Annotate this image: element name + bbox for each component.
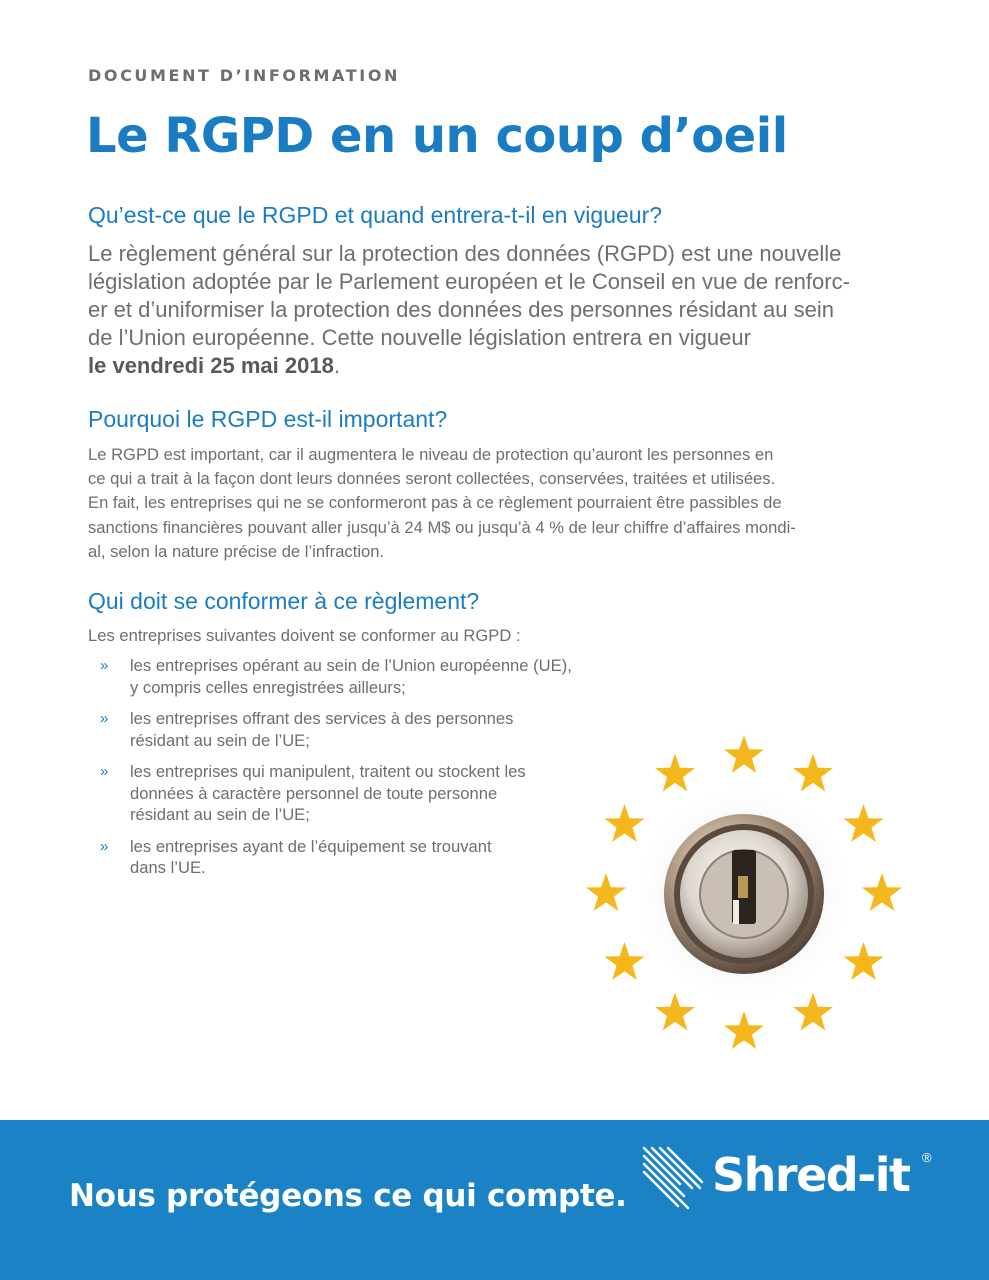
registered-mark: ® <box>922 1150 932 1165</box>
eu-star-icon <box>793 993 833 1031</box>
list-item-line: y compris celles enregistrées ailleurs; <box>130 677 406 697</box>
eu-star-icon <box>655 754 695 792</box>
list-item-line: les entreprises ayant de l’équipement se trouvant <box>130 836 492 856</box>
eu-star-icon <box>862 873 902 911</box>
section-body-what <box>88 240 908 380</box>
eu-star-icon <box>724 735 764 773</box>
body-line: ce qui a trait à la façon dont leurs données seront collectées, conservées, traitées et utilisées. <box>88 469 776 489</box>
section-body-why <box>88 443 903 564</box>
section-intro-who: Les entreprises suivantes doivent se conformer au RGPD : <box>88 626 521 645</box>
shred-it-logo <box>640 1144 940 1218</box>
body-line: de l’Union européenne. Cette nouvelle législation entrera en vigueur <box>88 325 751 350</box>
list-item-line: résidant au sein de l’UE; <box>130 805 310 824</box>
section-heading-what: Qu’est-ce que le RGPD et quand entrera-t-il en vigueur? <box>88 202 663 228</box>
body-line: er et d’uniformiser la protection des données des personnes résidant au sein <box>88 297 835 322</box>
list-item <box>100 655 660 698</box>
document-type-label: DOCUMENT D’INFORMATION <box>88 66 401 85</box>
chevron-bullet-icon: » <box>100 837 109 855</box>
list-item-line: les entreprises opérant au sein de l’Union européenne (UE), <box>130 656 572 675</box>
date-suffix: . <box>333 353 340 378</box>
eu-star-icon <box>793 754 833 792</box>
chevron-bullet-icon: » <box>100 657 109 674</box>
eu-star-icon <box>844 942 884 980</box>
brand-name: Shred-it <box>712 1148 910 1202</box>
eu-stars-lock-icon <box>580 728 910 1058</box>
body-line: législation adoptée par le Parlement européen et le Conseil en vue de renforc- <box>88 269 850 294</box>
list-item-line: les entreprises qui manipulent, traitent ou stockent les <box>130 762 526 781</box>
section-heading-who: Qui doit se conformer à ce règlement? <box>88 588 480 614</box>
keyhole-pin <box>738 876 748 898</box>
list-item <box>100 761 660 826</box>
chevron-bullet-icon: » <box>100 763 109 780</box>
list-item-line: les entreprises offrant des services à des personnes <box>130 709 514 728</box>
list-item <box>100 836 660 879</box>
body-line: Le règlement général sur la protection des données (RGPD) est une nouvelle <box>88 241 842 266</box>
body-line: En fait, les entreprises qui ne se conformeront pas à ce règlement pourraient être passibles de <box>88 493 782 513</box>
list-item <box>100 708 660 751</box>
chevron-bullet-icon: » <box>100 710 109 727</box>
body-line: Le RGPD est important, car il augmentera le niveau de protection qu’auront les personnes en <box>88 445 774 464</box>
keyhole-highlight <box>733 900 739 924</box>
eu-star-icon <box>586 873 626 911</box>
page-title: Le RGPD en un coup d’oeil <box>86 108 788 164</box>
effective-date: le vendredi 25 mai 2018 <box>88 353 334 378</box>
eu-star-icon <box>655 993 695 1031</box>
eu-star-icon <box>605 942 645 980</box>
eu-star-icon <box>724 1011 764 1049</box>
requirements-list <box>100 655 660 889</box>
list-item-line: dans l’UE. <box>130 858 206 877</box>
eu-star-icon <box>844 804 884 842</box>
eu-star-icon <box>605 804 645 842</box>
list-item-line: résidant au sein de l’UE; <box>130 730 310 750</box>
section-heading-why: Pourquoi le RGPD est-il important? <box>88 406 448 432</box>
shred-stripes-icon <box>640 1144 706 1210</box>
body-line: sanctions financières pouvant aller jusqu’à 24 M$ ou jusqu’à 4 % de leur chiffre d’affaires mondi- <box>88 517 796 537</box>
tagline: Nous protégeons ce qui compte. <box>69 1178 627 1214</box>
list-item-line: données à caractère personnel de toute personne <box>130 783 498 803</box>
footer-banner <box>0 1120 989 1280</box>
body-line: al, selon la nature précise de l’infraction. <box>88 541 385 561</box>
